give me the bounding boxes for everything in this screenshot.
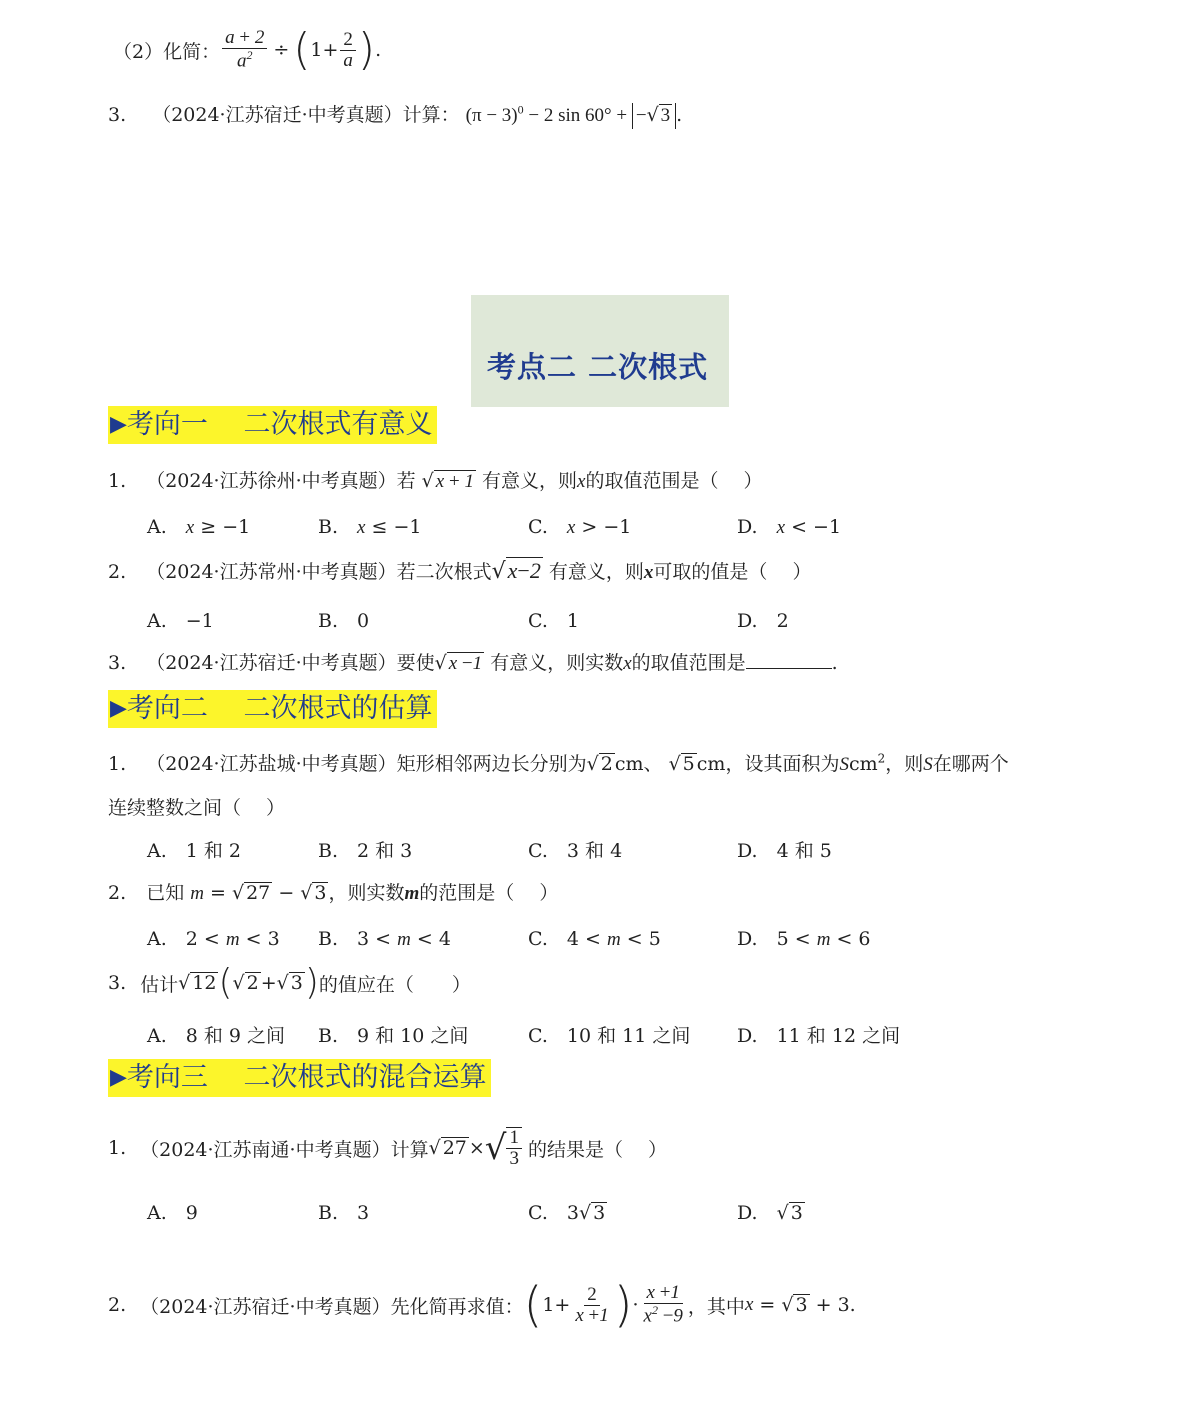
option-b[interactable]: B. 9 和 10 之间 [318, 1025, 469, 1047]
option-d[interactable]: D. 2 [737, 610, 789, 632]
option-d[interactable]: D. √ 3 [737, 1202, 803, 1224]
question-3-2: 2. （2024·江苏宿迁·中考真题）先化简再求值： ( 1+ $\frac{2}{x +1}$ ) · $\frac{x +1}{x^2 -9}$ ，其中 x = √ 3 + 3 . [108, 1277, 856, 1333]
option-a[interactable]: A. x ≥ −1 [147, 516, 251, 538]
triangle-icon: ▶ [110, 1065, 127, 1090]
question-2-1: 1. （2024·江苏盐城·中考真题）矩形相邻两边长分别为√ 2 cm、 √ 5 cm，设其面积为Scm$^2$，则S在哪两个 [108, 751, 1009, 775]
question-label: （2）化简： [113, 40, 221, 63]
question-number: 3. [108, 104, 127, 126]
option-b[interactable]: B. x ≤ −1 [318, 516, 422, 538]
option-d[interactable]: D. x < −1 [737, 516, 842, 538]
option-a[interactable]: A. −1 [147, 610, 214, 632]
direction-heading-3: ▶考向三 二次根式的混合运算 [108, 1059, 491, 1097]
option-b[interactable]: B. 0 [318, 610, 370, 632]
question-2-3: 3. 估计 √ 12 ( √ 2 + √ 3 ) 的值应在（ ） [108, 962, 471, 1003]
option-c[interactable]: C. 4 < m < 5 [528, 928, 661, 950]
option-b[interactable]: B. 3 [318, 1202, 370, 1224]
question-1-2: 2. （2024·江苏常州·中考真题）若二次根式√x−2 有意义，则x可取的值是（ ） [108, 558, 812, 584]
question-2-2: 2. 已知 m = √ 27 − √ 3 ，则实数m的范围是（ ） [108, 882, 559, 904]
direction-heading-1: ▶考向一 二次根式有意义 [108, 406, 437, 444]
triangle-icon: ▶ [110, 412, 127, 437]
triangle-icon: ▶ [110, 696, 127, 721]
option-b[interactable]: B. 2 和 3 [318, 840, 413, 862]
question-2-1-line2: 连续整数之间（ ） [108, 797, 286, 819]
fraction: $\frac{2}{a}$ [340, 30, 356, 71]
option-d[interactable]: D. 5 < m < 6 [737, 928, 871, 950]
option-a[interactable]: A. 9 [147, 1202, 198, 1224]
direction-heading-2: ▶考向二 二次根式的估算 [108, 690, 437, 728]
option-c[interactable]: C. x > −1 [528, 516, 632, 538]
option-c[interactable]: C. 3√ 3 [528, 1202, 606, 1224]
option-b[interactable]: B. 3 < m < 4 [318, 928, 451, 950]
option-c[interactable]: C. 10 和 11 之间 [528, 1025, 691, 1047]
answer-blank[interactable] [746, 650, 832, 669]
question-prev-3: 3. （2024·江苏宿迁·中考真题）计算： $(\pi - 3)^0 - 2$ sin 60° + −√ 3 . [108, 100, 682, 129]
question-1-1: 1. （2024·江苏徐州·中考真题）若 √ x + 1 有意义，则x的取值范围是（ ） [108, 470, 763, 492]
option-a[interactable]: A. 1 和 2 [147, 840, 242, 862]
option-a[interactable]: A. 2 < m < 3 [147, 928, 280, 950]
question-source: （2024·江苏宿迁·中考真题）计算： [152, 104, 460, 126]
option-a[interactable]: A. 8 和 9 之间 [147, 1025, 286, 1047]
question-3-1: 1. （2024·江苏南通·中考真题）计算 √ 27 × √ $\frac{1}{3}$ 的结果是（ ） [108, 1127, 668, 1169]
question-1-3: 3. （2024·江苏宿迁·中考真题）要使√ x −1 有意义，则实数x的取值范围是 . [108, 652, 838, 674]
section-title: 考点二 二次根式 [487, 350, 709, 384]
option-d[interactable]: D. 11 和 12 之间 [737, 1025, 901, 1047]
fraction: $\frac{a + 2}{a^2}$ [222, 28, 267, 71]
option-c[interactable]: C. 1 [528, 610, 579, 632]
option-d[interactable]: D. 4 和 5 [737, 840, 832, 862]
option-c[interactable]: C. 3 和 4 [528, 840, 623, 862]
question-prev-2: （2）化简： $\frac{a + 2}{a^2}$ ÷ ( 1+ $\frac{2}{a}$ ) . [113, 24, 382, 75]
